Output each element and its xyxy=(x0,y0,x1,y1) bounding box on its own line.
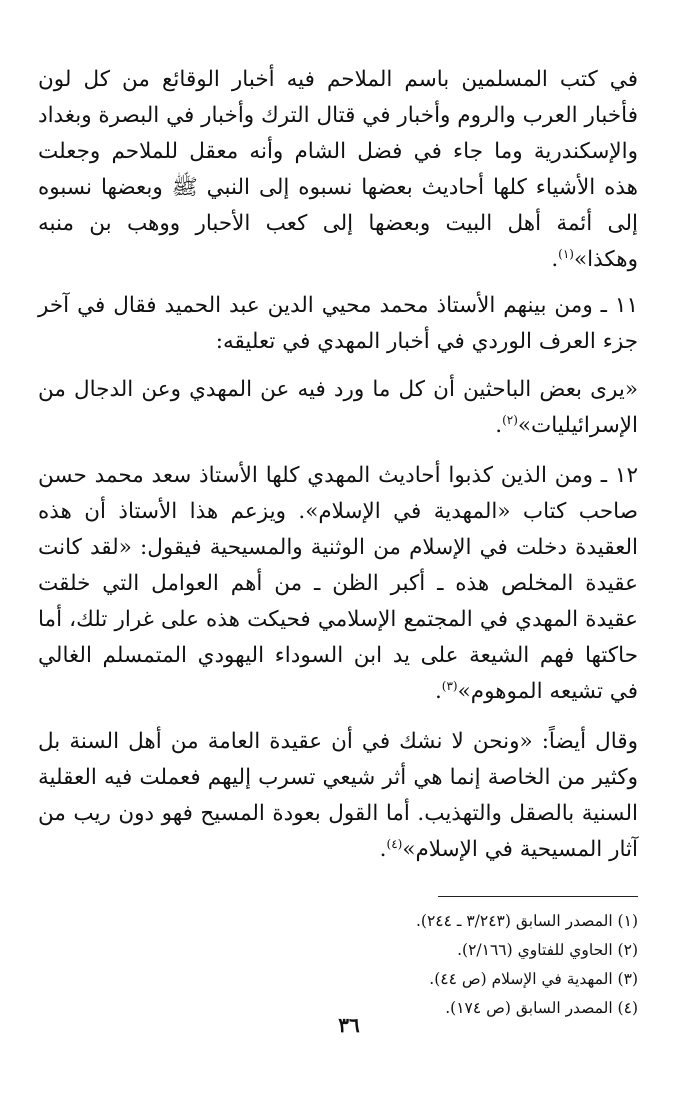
footnote-1: (١) المصدر السابق (٣/٢٤٣ ـ ٢٤٤). xyxy=(415,912,638,930)
paragraph-3-text: «يرى بعض الباحثين أن كل ما ورد فيه عن المهدي وعن الدجال من الإسرائيليات» xyxy=(38,377,638,438)
paragraph-1-text: في كتب المسلمين باسم الملاحم فيه أخبار الوقائع من كل لون فأخبار العرب والروم وأخبار في قتال الترك وأخبار في البصرة وبغداد والإسكندرية وما جاء في فضل الشام وأنه معقل للملاحم وجعلت هذه الأشياء كلها أحاديث بعضها نسبوه إلى النبي ﷺ وبعضها نسبوه إلى أئمة أهل البيت وبعضها إلى كعب الأحبار ووهب بن منبه وهكذا» xyxy=(38,67,638,272)
book-page xyxy=(38,62,638,1023)
paragraph-5-tail: . xyxy=(379,837,387,862)
footnote-divider xyxy=(438,896,638,897)
paragraph-1 xyxy=(38,62,638,278)
footnotes-list xyxy=(38,907,638,1023)
paragraph-5-text: وقال أيضاً: «ونحن لا نشك في أن عقيدة العامة من أهل السنة بل وكثير من الخاصة إنما هي أثر شيعي تسرب إليهم فعملت فيه العقلية السنية بالصقل والتهذيب. أما القول بعودة المسيح فهو دون ريب من آثار المسيحية في الإسلام» xyxy=(38,729,638,862)
paragraph-4-tail: . xyxy=(434,679,442,704)
footnote-ref-2: (٢) xyxy=(502,412,518,427)
page-number: ٣٦ xyxy=(338,1013,360,1037)
paragraph-4 xyxy=(38,458,638,710)
paragraph-4-text: ١٢ ـ ومن الذين كذبوا أحاديث المهدي كلها الأستاذ سعد محمد حسن صاحب كتاب «المهدية في الإسلام». ويزعم هذا الأستاذ أن هذه العقيدة دخلت في الإسلام من الوثنية والمسيحية فيقول: «لقد كانت عقيدة المخلص هذه ـ أكبر الظن ـ من أهم العوامل التي خلقت عقيدة المهدي في المجتمع الإسلامي فحيكت هذه على غرار تلك، أما حاكتها فهم الشيعة على يد ابن السوداء اليهودي المتمسلم الغالي في تشيعه الموهوم» xyxy=(38,463,638,704)
footnote-ref-1: (١) xyxy=(558,246,574,261)
footnote-2: (٢) الحاوي للفتاوي (٢/١٦٦). xyxy=(457,941,638,959)
footnote-4: (٤) المصدر السابق (ص ١٧٤). xyxy=(445,999,638,1017)
paragraph-3-tail: . xyxy=(495,413,503,438)
footnote-3: (٣) المهدية في الإسلام (ص ٤٤). xyxy=(429,970,638,988)
paragraph-3 xyxy=(38,372,638,444)
paragraph-5 xyxy=(38,724,638,868)
paragraph-2-text: ١١ ـ ومن بينهم الأستاذ محمد محيي الدين عبد الحميد فقال في آخر جزء العرف الوردي في أخبار المهدي في تعليقه: xyxy=(38,293,638,354)
footnote-ref-3: (٣) xyxy=(441,678,458,693)
paragraph-1-tail: . xyxy=(551,247,559,272)
footnote-ref-4: (٤) xyxy=(386,836,403,851)
paragraph-2 xyxy=(38,288,638,360)
